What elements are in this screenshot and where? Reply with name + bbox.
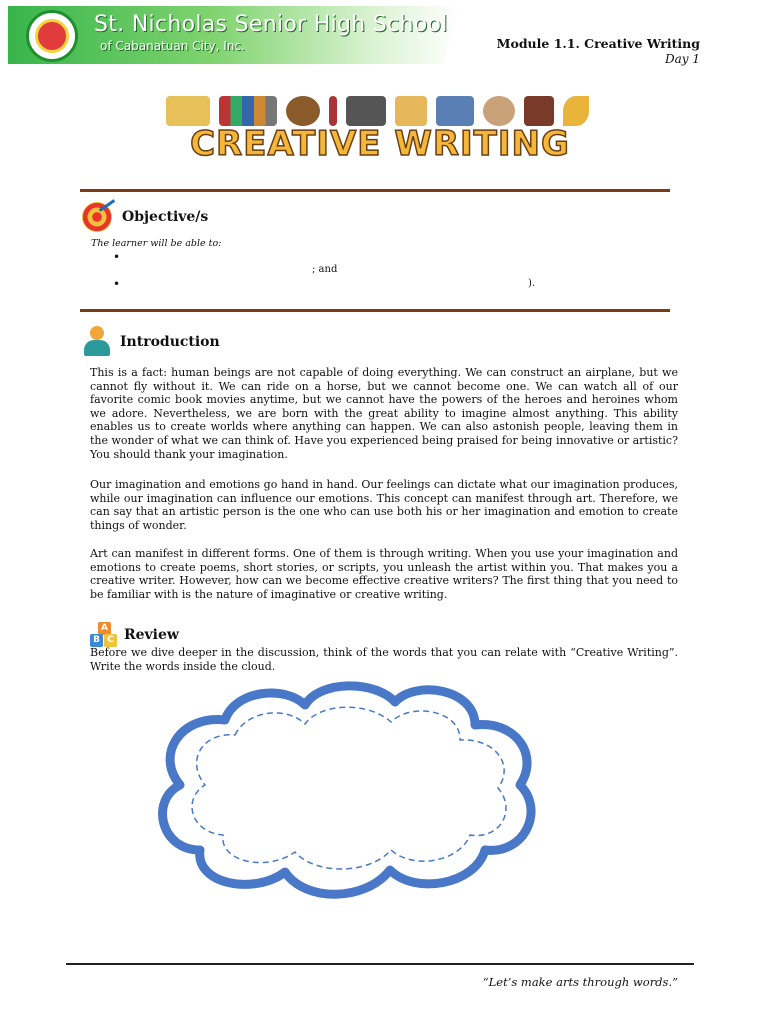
introduction-label: Introduction — [120, 334, 220, 350]
objective-fragment: ; and — [312, 264, 338, 275]
cloud-outline-icon — [155, 680, 545, 902]
review-paragraph: Before we dive deeper in the discussion, think of the words that you can relate with “Creative Writing”. Write the words inside the cloud. — [90, 646, 678, 673]
review-label: Review — [124, 627, 179, 643]
module-day: Day 1 — [664, 52, 700, 66]
section-divider — [80, 189, 670, 192]
introduction-heading — [80, 326, 220, 358]
module-title: Module 1.1. Creative Writing — [496, 36, 700, 51]
school-subtitle: of Cabanatuan City, Inc. — [100, 39, 245, 53]
theatre-masks-icon — [166, 96, 210, 126]
introduction-paragraph: Our imagination and emotions go hand in hand. Our feelings can dictate what our imagination produces, while our imagination can influence our emotions. This concept can manifest through art. Therefore, we can say that an artistic person is the one who can use both his or her imagination and emotion to create things of wonder. — [90, 478, 678, 532]
open-book-icon — [436, 96, 474, 126]
shakespeare-icon — [483, 96, 515, 126]
footer-divider — [66, 963, 694, 965]
quill-icon — [563, 96, 589, 126]
books-icon — [219, 96, 277, 126]
footer-quote: “Let’s make arts through words.” — [482, 975, 678, 989]
review-heading — [90, 622, 179, 648]
camera-icon — [346, 96, 386, 126]
objective-bullet: • — [113, 277, 121, 291]
school-logo-icon — [26, 10, 78, 62]
objective-bullet: • — [113, 250, 121, 264]
section-divider — [80, 309, 670, 312]
writing-icons-row — [166, 92, 616, 126]
introduction-paragraph: Art can manifest in different forms. One of them is through writing. When you use your imagination and emotions to create poems, short stories, or scripts, you unleash the artist within you. That makes you a creative writer. However, how can we become effective creative writers? The first thing that you need to be familiar with is the nature of imaginative or creative writing. — [90, 547, 678, 601]
film-reel-icon — [286, 96, 320, 126]
objective-fragment: ). — [528, 278, 536, 289]
target-icon — [80, 200, 118, 234]
objectives-intro: The learner will be able to: — [91, 238, 222, 249]
pen-icon — [329, 96, 337, 126]
creative-writing-title: CREATIVE WRITING — [190, 124, 570, 164]
movie-camera-icon — [524, 96, 554, 126]
person-icon — [80, 326, 116, 358]
school-banner — [8, 6, 460, 64]
introduction-paragraph: This is a fact: human beings are not capable of doing everything. We can construct an airplane, but we cannot fly without it. We can ride on a horse, but we cannot become one. We can watch all of our favorite comic book movies anytime, but we cannot have the powers of the heroes and heroines whom we adore. Nevertheless, we are born with the great ability to imagine almost anything. This ability enables us to create worlds where anything can happen. We can also astonish people, leaving them in the wonder of what we can think of. Have you experienced being praised for being innovative or artistic? You should thank your imagination. — [90, 366, 678, 461]
school-name: St. Nicholas Senior High School — [94, 12, 448, 37]
abc-blocks-icon: A B C — [90, 622, 120, 648]
scroll-icon — [395, 96, 427, 126]
objectives-heading — [80, 200, 208, 234]
objectives-label: Objective/s — [122, 209, 209, 225]
